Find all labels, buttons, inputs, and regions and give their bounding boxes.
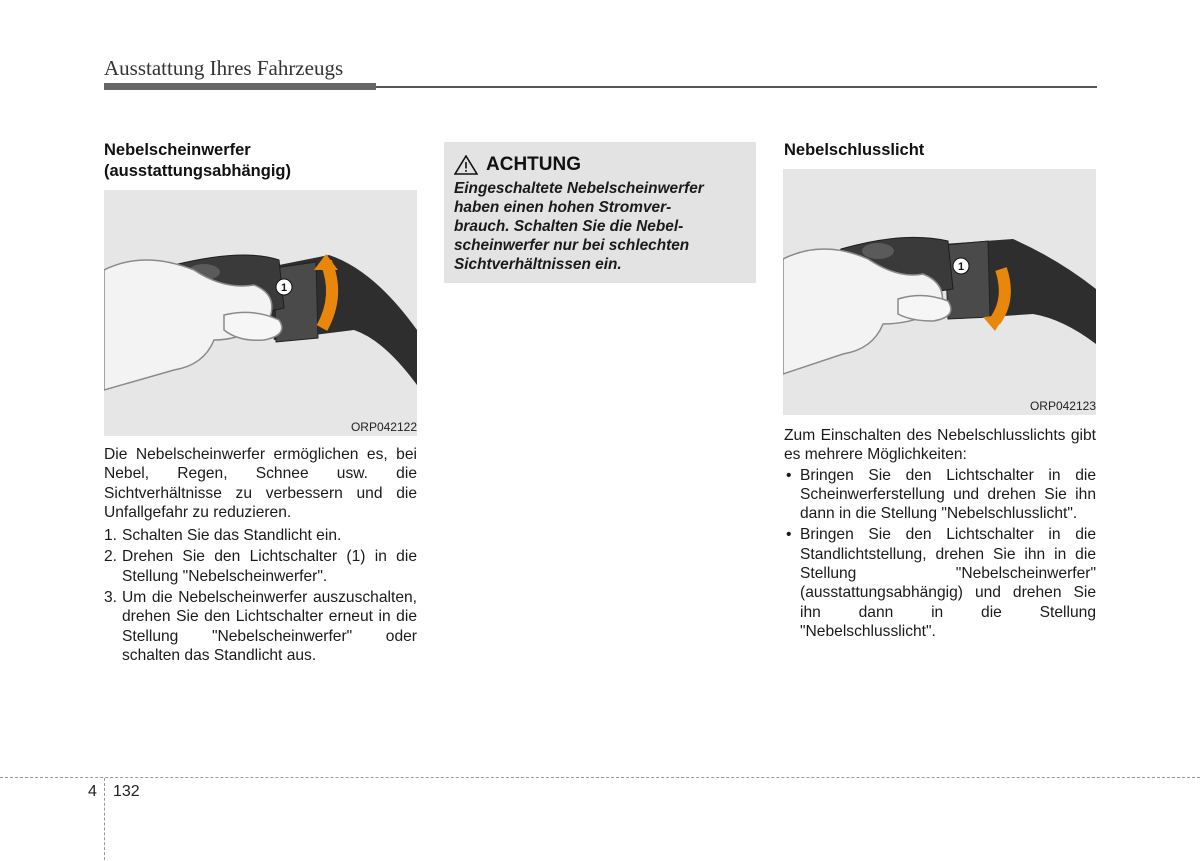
footer-vertical-divider — [104, 778, 105, 860]
list-item: • Bringen Sie den Lichtschalter in die Standlichtstellung, drehen Sie ihn in die Stellung "Nebelscheinwerfer" (ausstattungsabhängig) und drehen Sie ihn dann in die Stellung "Nebelschlusslicht". — [786, 526, 1096, 640]
page-header-title: Ausstattung Ihres Fahrzeugs — [104, 56, 344, 80]
rear-fog-body — [784, 426, 1096, 643]
page-number: 132 — [113, 783, 140, 800]
warning-header — [454, 154, 581, 176]
warning-line: brauch. Schalten Sie die Nebel- — [454, 218, 684, 235]
warning-box — [444, 142, 756, 283]
warning-text — [454, 179, 747, 274]
list-item: 3. Um die Nebelscheinwerfer auszuschalten, drehen Sie den Lichtschalter erneut in die Stellung "Nebelscheinwerfer" oder schalten das Standlicht aus. — [104, 589, 417, 664]
warning-line: haben einen hohen Stromver- — [454, 199, 672, 216]
fog-lights-body — [104, 445, 417, 667]
list-item: 2. Drehen Sie den Lichtschalter (1) in die Stellung "Nebelscheinwerfer". — [104, 548, 417, 585]
figure-code: ORP042123 — [1029, 399, 1096, 413]
figure-code: ORP042122 — [350, 420, 417, 434]
rear-fog-heading: Nebelschlusslicht — [784, 141, 925, 159]
warning-line: scheinwerfer nur bei schlechten — [454, 237, 690, 254]
switch-callout-number: 1 — [280, 282, 288, 294]
rear-fog-intro: Zum Einschalten des Nebelschlusslichts gibt es mehrere Möglichkeiten: — [784, 427, 1096, 464]
warning-line: Sichtverhältnissen ein. — [454, 256, 622, 273]
light-switch-illustration — [783, 169, 1096, 393]
fog-lights-steps — [104, 526, 417, 665]
warning-triangle-icon — [454, 155, 478, 175]
page-section-number: 4 — [88, 783, 97, 800]
light-switch-illustration — [104, 190, 417, 414]
footer-divider — [0, 777, 1200, 778]
fog-lights-intro: Die Nebelscheinwerfer ermöglichen es, bei Nebel, Regen, Schnee usw. die Sichtverhältnisse zu verbessern und die Unfallgefahr zu reduzieren. — [104, 446, 417, 521]
fog-lights-heading-line2: (ausstattungsabhängig) — [104, 162, 292, 180]
warning-title: ACHTUNG — [486, 154, 581, 175]
switch-callout-number: 1 — [957, 261, 965, 273]
header-rule-accent — [104, 83, 376, 90]
list-item: • Bringen Sie den Lichtschalter in die Scheinwerferstellung und drehen Sie ihn dann in die Stellung "Nebelschlusslicht". — [786, 466, 1096, 523]
rear-fog-options — [784, 466, 1096, 642]
list-item: 1. Schalten Sie das Standlicht ein. — [104, 527, 342, 545]
rear-fog-figure — [783, 169, 1096, 415]
fog-lights-heading-line1: Nebelscheinwerfer — [104, 141, 251, 159]
warning-line: Eingeschaltete Nebelscheinwerfer — [454, 180, 704, 197]
fog-lights-heading — [104, 140, 291, 182]
fog-lights-figure — [104, 190, 417, 436]
